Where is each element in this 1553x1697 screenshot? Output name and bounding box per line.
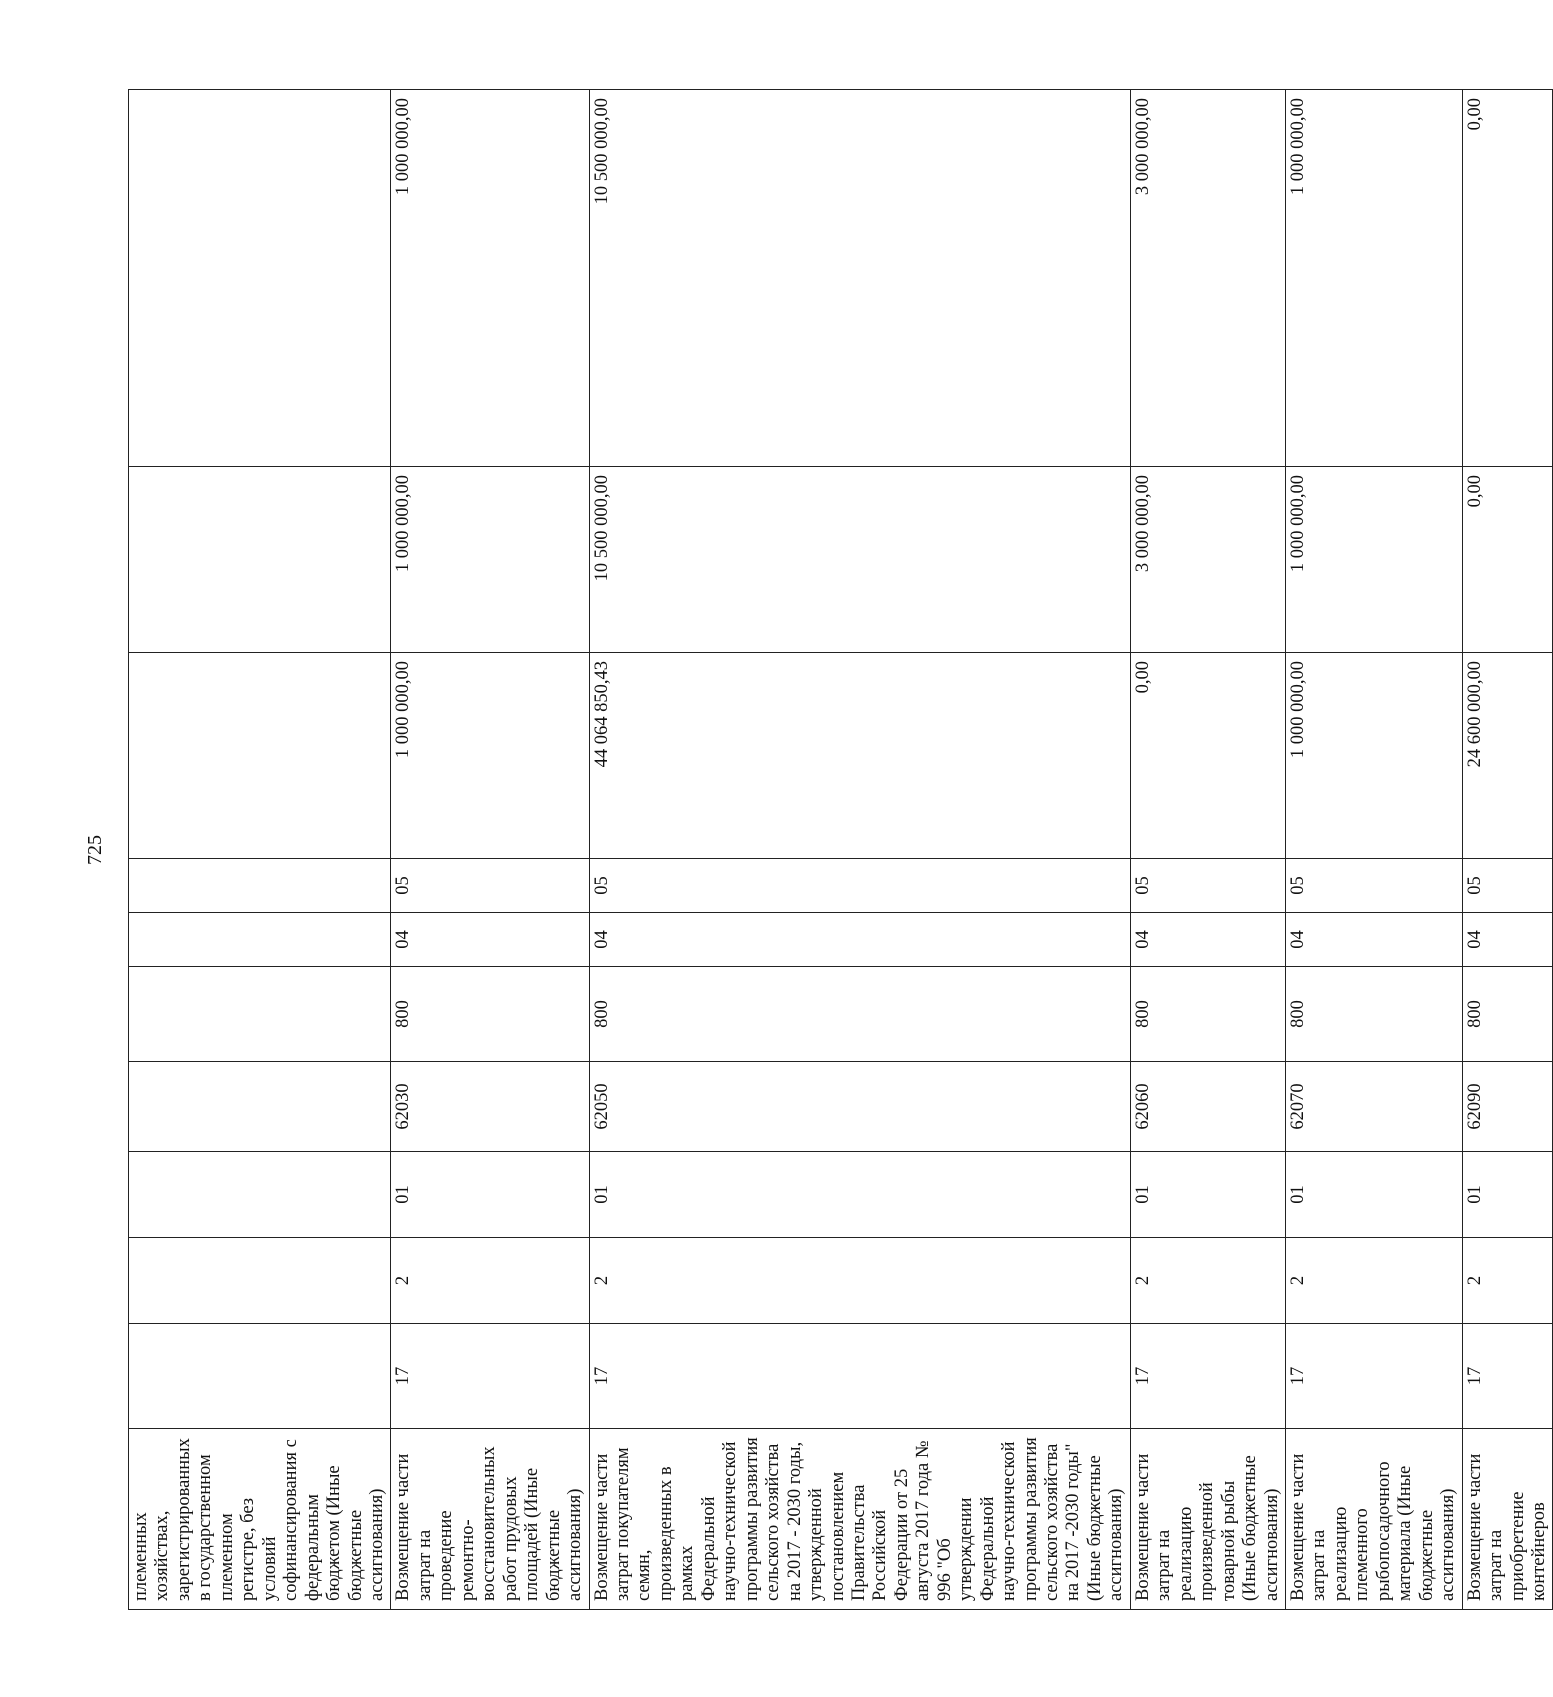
code-section: 04: [391, 913, 589, 967]
code-section: 04: [1462, 913, 1553, 967]
amount-year-3: 3 000 000,00: [1130, 90, 1285, 467]
table-row: [1286, 90, 1463, 1610]
code-subsection: 05: [1286, 859, 1463, 913]
code-direction: 62030: [391, 1062, 589, 1152]
code-direction: 62090: [1462, 1062, 1553, 1152]
code-expense-type: [129, 967, 391, 1062]
code-section: [129, 913, 391, 967]
amount-year-1: 24 600 000,00: [1462, 653, 1553, 859]
amount-year-1: 0,00: [1130, 653, 1285, 859]
code-program: 17: [1462, 1324, 1553, 1429]
budget-table-rotated: [128, 90, 1549, 1610]
amount-year-2: 1 000 000,00: [391, 467, 589, 653]
code-subsection: 05: [1462, 859, 1553, 913]
row-description: племенных хозяйствах, зарегистрированных в государственном племенном регистре, без условий софинансирования с федеральным бюджетом (Иные бюджетные ассигнования): [129, 1429, 391, 1610]
table-row: [1462, 90, 1553, 1610]
code-subsection: 05: [589, 859, 1130, 913]
amount-year-2: [129, 467, 391, 653]
amount-year-3: 0,00: [1462, 90, 1553, 467]
code-main-event: 01: [1130, 1152, 1285, 1238]
code-subprogram: [129, 1238, 391, 1324]
code-subsection: 05: [391, 859, 589, 913]
code-section: 04: [1130, 913, 1285, 967]
code-main-event: 01: [1462, 1152, 1553, 1238]
amount-year-1: 44 064 850,43: [589, 653, 1130, 859]
code-section: 04: [589, 913, 1130, 967]
table-row: [391, 90, 589, 1610]
row-description: Возмещение части затрат на реализацию произведенной товарной рыбы (Иные бюджетные ассигнования): [1130, 1429, 1285, 1610]
amount-year-3: 10 500 000,00: [589, 90, 1130, 467]
row-description: Возмещение части затрат покупателям семян, произведенных в рамках Федеральной научно-технической программы развития сельского хозяйства на 2017 - 2030 годы, утвержденной постановлением Правительства Российской Федерации от 25 августа 2017 года № 996 "Об утверждении Федеральной научно-технической программы развития сельского хозяйства на 2017 -2030 годы" (Иные бюджетные ассигнования): [589, 1429, 1130, 1610]
amount-year-2: 0,00: [1462, 467, 1553, 653]
code-subprogram: 2: [1286, 1238, 1463, 1324]
code-main-event: 01: [391, 1152, 589, 1238]
table-row: [589, 90, 1130, 1610]
code-subsection: [129, 859, 391, 913]
code-main-event: 01: [589, 1152, 1130, 1238]
amount-year-1: 1 000 000,00: [391, 653, 589, 859]
code-subprogram: 2: [589, 1238, 1130, 1324]
row-description: Возмещение части затрат на проведение ремонтно-восстановительных работ прудовых площадей (Иные бюджетные ассигнования): [391, 1429, 589, 1610]
amount-year-3: 1 000 000,00: [391, 90, 589, 467]
amount-year-2: 1 000 000,00: [1286, 467, 1463, 653]
code-section: 04: [1286, 913, 1463, 967]
amount-year-1: 1 000 000,00: [1286, 653, 1463, 859]
code-subprogram: 2: [391, 1238, 589, 1324]
amount-year-2: 3 000 000,00: [1130, 467, 1285, 653]
code-direction: 62050: [589, 1062, 1130, 1152]
code-program: 17: [1130, 1324, 1285, 1429]
code-expense-type: 800: [391, 967, 589, 1062]
amount-year-3: 1 000 000,00: [1286, 90, 1463, 467]
page-number: 725: [84, 835, 106, 865]
code-subprogram: 2: [1462, 1238, 1553, 1324]
row-description: Возмещение части затрат на реализацию племенного рыбопосадочного материала (Иные бюджетные ассигнования): [1286, 1429, 1463, 1610]
code-expense-type: 800: [1286, 967, 1463, 1062]
amount-year-3: [129, 90, 391, 467]
code-program: 17: [589, 1324, 1130, 1429]
amount-year-2: 10 500 000,00: [589, 467, 1130, 653]
code-expense-type: 800: [1462, 967, 1553, 1062]
row-description: Возмещение части затрат на приобретение контейнеров: [1462, 1429, 1553, 1610]
code-program: 17: [1286, 1324, 1463, 1429]
code-expense-type: 800: [1130, 967, 1285, 1062]
code-program: 17: [391, 1324, 589, 1429]
amount-year-1: [129, 653, 391, 859]
code-program: [129, 1324, 391, 1429]
table-row: [129, 90, 391, 1610]
budget-table: [128, 89, 1553, 1610]
code-subsection: 05: [1130, 859, 1285, 913]
code-subprogram: 2: [1130, 1238, 1285, 1324]
table-row: [1130, 90, 1285, 1610]
code-direction: [129, 1062, 391, 1152]
code-main-event: 01: [1286, 1152, 1463, 1238]
code-direction: 62060: [1130, 1062, 1285, 1152]
code-direction: 62070: [1286, 1062, 1463, 1152]
code-expense-type: 800: [589, 967, 1130, 1062]
code-main-event: [129, 1152, 391, 1238]
